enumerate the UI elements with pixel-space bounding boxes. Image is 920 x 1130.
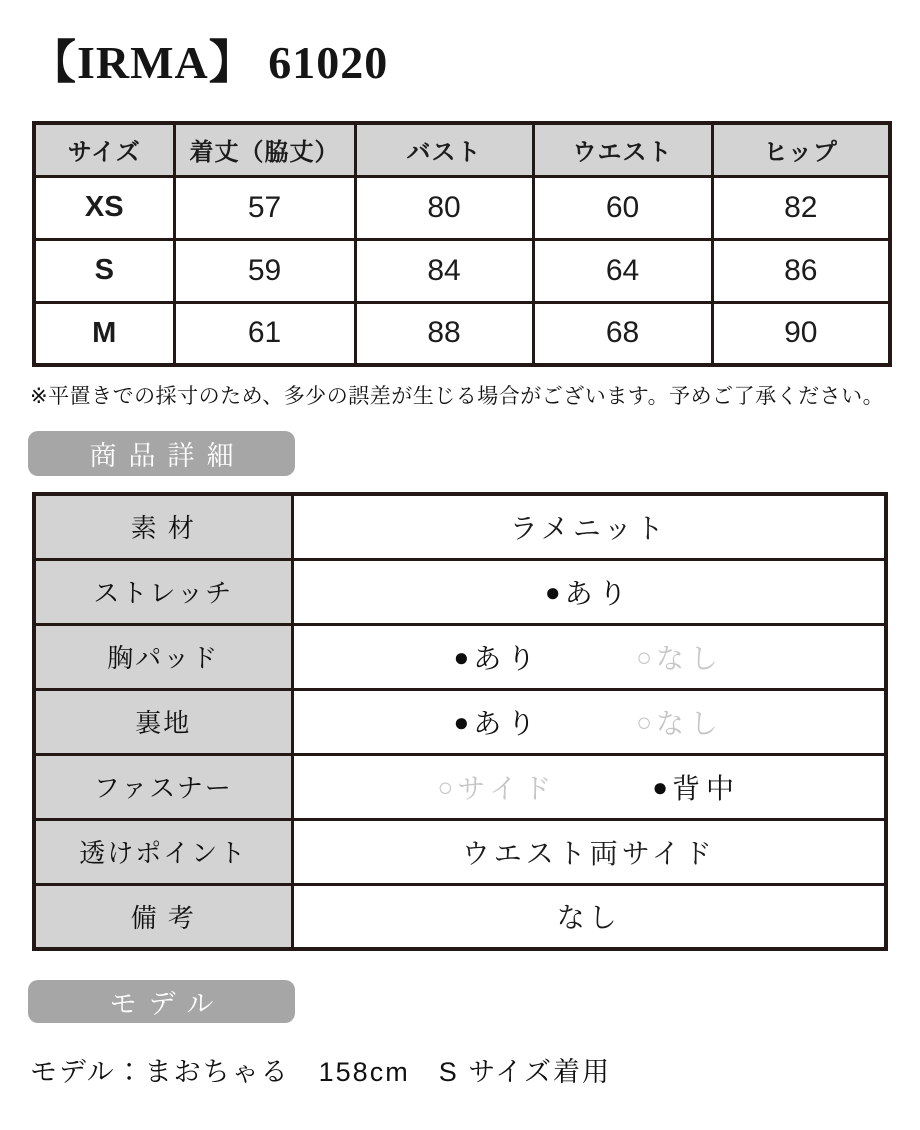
details-value-cell: ウエスト両サイド [292, 819, 886, 884]
details-label-cell: ストレッチ [34, 559, 292, 624]
size-table-row [34, 176, 890, 239]
details-row [34, 494, 886, 559]
option-text: 背中 [671, 772, 740, 804]
size-label-cell: S [34, 239, 174, 302]
option-selected [454, 702, 542, 742]
details-row [34, 754, 886, 819]
filled-circle-icon: ● [652, 771, 668, 802]
option-unselected [636, 702, 724, 742]
option-text: あり [473, 642, 542, 674]
details-row [34, 689, 886, 754]
details-row [34, 819, 886, 884]
size-value-cell: 80 [355, 176, 533, 239]
size-value-cell: 84 [355, 239, 533, 302]
details-value-cell [292, 624, 886, 689]
details-row [34, 559, 886, 624]
details-options [294, 702, 885, 742]
details-row [34, 624, 886, 689]
details-label-cell: ファスナー [34, 754, 292, 819]
size-value-cell: 61 [174, 302, 355, 365]
empty-circle-icon: ○ [437, 771, 454, 802]
option-selected [545, 572, 633, 612]
size-value-cell: 68 [533, 302, 712, 365]
option-selected [454, 637, 542, 677]
size-value-cell: 82 [712, 176, 890, 239]
details-value-cell [292, 689, 886, 754]
size-table-header-cell: 着丈（脇丈） [174, 123, 355, 176]
details-value-cell: ラメニット [292, 494, 886, 559]
model-badge-label: モデル [109, 989, 226, 1019]
size-table-header-cell: ウエスト [533, 123, 712, 176]
size-table-body [34, 176, 890, 365]
size-value-cell: 90 [712, 302, 890, 365]
size-label-cell: M [34, 302, 174, 365]
size-value-cell: 86 [712, 239, 890, 302]
details-label-cell: 透けポイント [34, 819, 292, 884]
details-label-cell: 裏地 [34, 689, 292, 754]
details-value-cell [292, 754, 886, 819]
size-table [32, 121, 892, 367]
spec-sheet [0, 26, 920, 1130]
size-value-cell: 64 [533, 239, 712, 302]
size-table-row [34, 302, 890, 365]
product-details-badge-label: 商品詳細 [89, 441, 246, 471]
size-value-cell: 88 [355, 302, 533, 365]
size-table-header-cell: ヒップ [712, 123, 890, 176]
filled-circle-icon: ● [453, 641, 470, 672]
option-text: なし [655, 707, 724, 739]
option-text: あり [473, 707, 542, 739]
option-text: なし [655, 642, 724, 674]
model-info: モデル：まおちゃる 158cm S サイズ着用 [30, 1057, 612, 1087]
filled-circle-icon: ● [544, 576, 561, 607]
model-badge [28, 980, 295, 1023]
empty-circle-icon: ○ [636, 641, 652, 672]
size-table-header-cell: サイズ [34, 123, 174, 176]
details-options [294, 767, 885, 807]
page-title: 【IRMA】 61020 [30, 37, 389, 88]
details-options [294, 637, 885, 677]
details-value-cell [292, 559, 886, 624]
details-options [294, 572, 885, 612]
details-label-cell: 胸パッド [34, 624, 292, 689]
details-table-body [34, 494, 886, 949]
size-value-cell: 60 [533, 176, 712, 239]
option-text: サイド [457, 772, 558, 804]
filled-circle-icon: ● [453, 706, 470, 737]
details-label-cell: 備 考 [34, 884, 292, 949]
size-table-header [34, 123, 890, 176]
details-value-cell: なし [292, 884, 886, 949]
option-unselected [438, 767, 558, 807]
size-label-cell: XS [34, 176, 174, 239]
size-value-cell: 59 [174, 239, 355, 302]
option-unselected [636, 637, 724, 677]
size-value-cell: 57 [174, 176, 355, 239]
option-selected [652, 767, 740, 807]
size-table-header-cell: バスト [355, 123, 533, 176]
product-details-badge [28, 431, 295, 476]
details-table [32, 492, 888, 951]
empty-circle-icon: ○ [636, 706, 652, 737]
size-table-row [34, 239, 890, 302]
measurement-note: ※平置きでの採寸のため、多少の誤差が生じる場合がございます。予めご了承ください。 [30, 385, 885, 408]
option-text: あり [564, 577, 633, 609]
details-label-cell: 素 材 [34, 494, 292, 559]
details-row [34, 884, 886, 949]
